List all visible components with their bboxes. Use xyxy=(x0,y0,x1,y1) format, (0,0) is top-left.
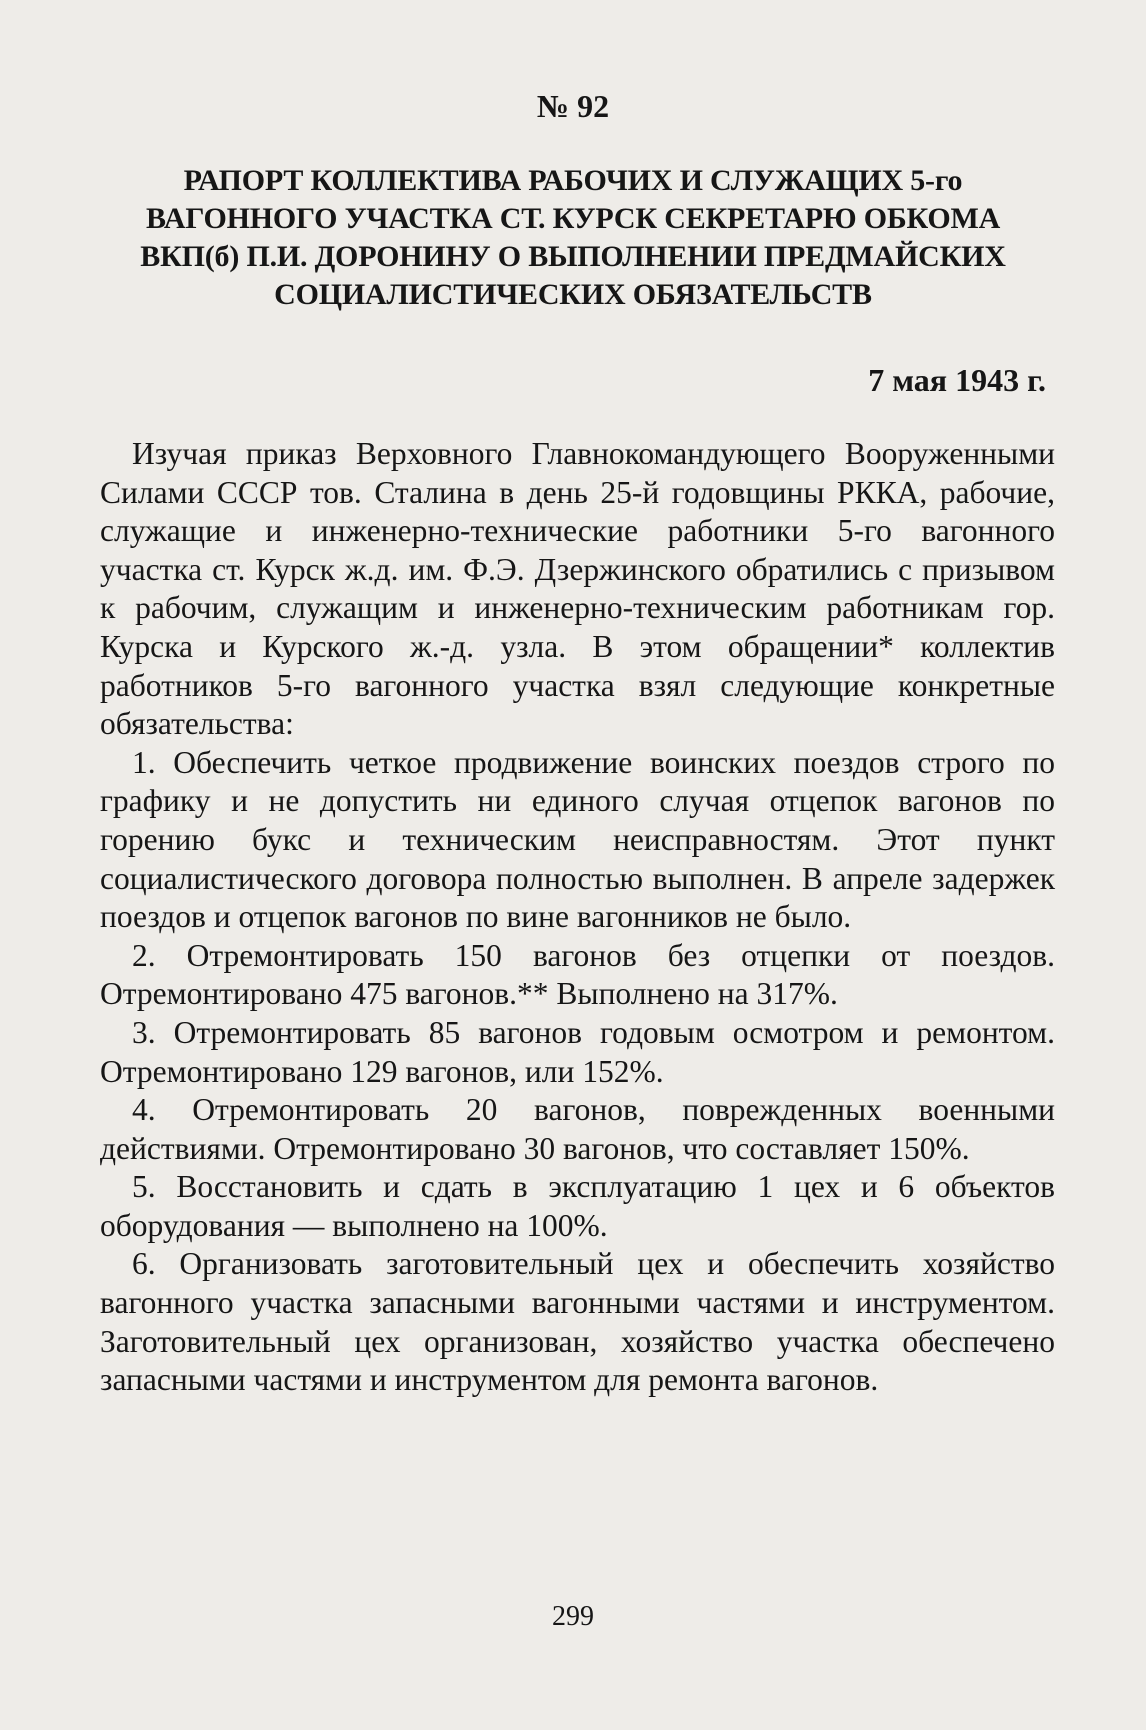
paragraph-item-5: 5. Восстановить и сдать в эксплуатацию 1 цех и 6 объектов оборудования — выполнено на 100%. xyxy=(100,1169,1055,1243)
document-body xyxy=(100,435,1055,1400)
paragraph-item-6: 6. Организовать заготовительный цех и обеспечить хозяйство вагонного участка запасными вагонными частями и инструментом. Заготовительный цех организован, хозяйство участка обеспечено запасными частями и инструментом для ремонта вагонов. xyxy=(100,1246,1055,1398)
paragraph-item-3: 3. Отремонтировать 85 вагонов годовым осмотром и ремонтом. Отремонтировано 129 вагонов, или 152%. xyxy=(100,1014,1055,1089)
document-date: 7 мая 1943 г. xyxy=(868,362,1046,398)
paragraph-item-4: 4. Отремонтировать 20 вагонов, поврежденных военными действиями. Отремонтировано 30 вагонов, что составляет 150%. xyxy=(100,1092,1055,1166)
paragraph-item-1: 1. Обеспечить четкое продвижение воинских поездов строго по графику и не допустить ни единого случая отцепок вагонов по горению букс и техническим неисправностям. Этот пункт социалистического договора полностью выполнен. В апреле задержек поездов и отцепок вагонов по вине вагонников не было. xyxy=(100,744,1055,935)
page-number: 299 xyxy=(552,1601,594,1632)
document-title: РАПОРТ КОЛЛЕКТИВА РАБОЧИХ И СЛУЖАЩИХ 5-го ВАГОННОГО УЧАСТКА СТ. КУРСК СЕКРЕТАРЮ ОБКОМА ВКП(б) П.И. ДОРОНИНУ О ВЫПОЛНЕНИИ ПРЕДМАЙСКИХ СОЦИАЛИСТИЧЕСКИХ ОБЯЗАТЕЛЬСТВ xyxy=(140,164,1006,311)
document-number: № 92 xyxy=(536,88,610,124)
paragraph-item-2: 2. Отремонтировать 150 вагонов без отцепки от поездов. Отремонтировано 475 вагонов.** Выполнено на 317%. xyxy=(100,937,1055,1012)
paragraph-intro: Изучая приказ Верховного Главнокомандующего Вооруженными Силами СССР тов. Сталина в день 25-й годовщины РККА, рабочие, служащие и инженерно-технические работники 5-го вагонного участка ст. Курск ж.д. им. Ф.Э. Дзержинского обратились с призывом к рабочим, служащим и инженерно-техническим работникам гор. Курска и Курского ж.-д. узла. В этом обращении* коллектив работников 5-го вагонного участка взял следующие конкретные обязательства: xyxy=(100,436,1055,742)
